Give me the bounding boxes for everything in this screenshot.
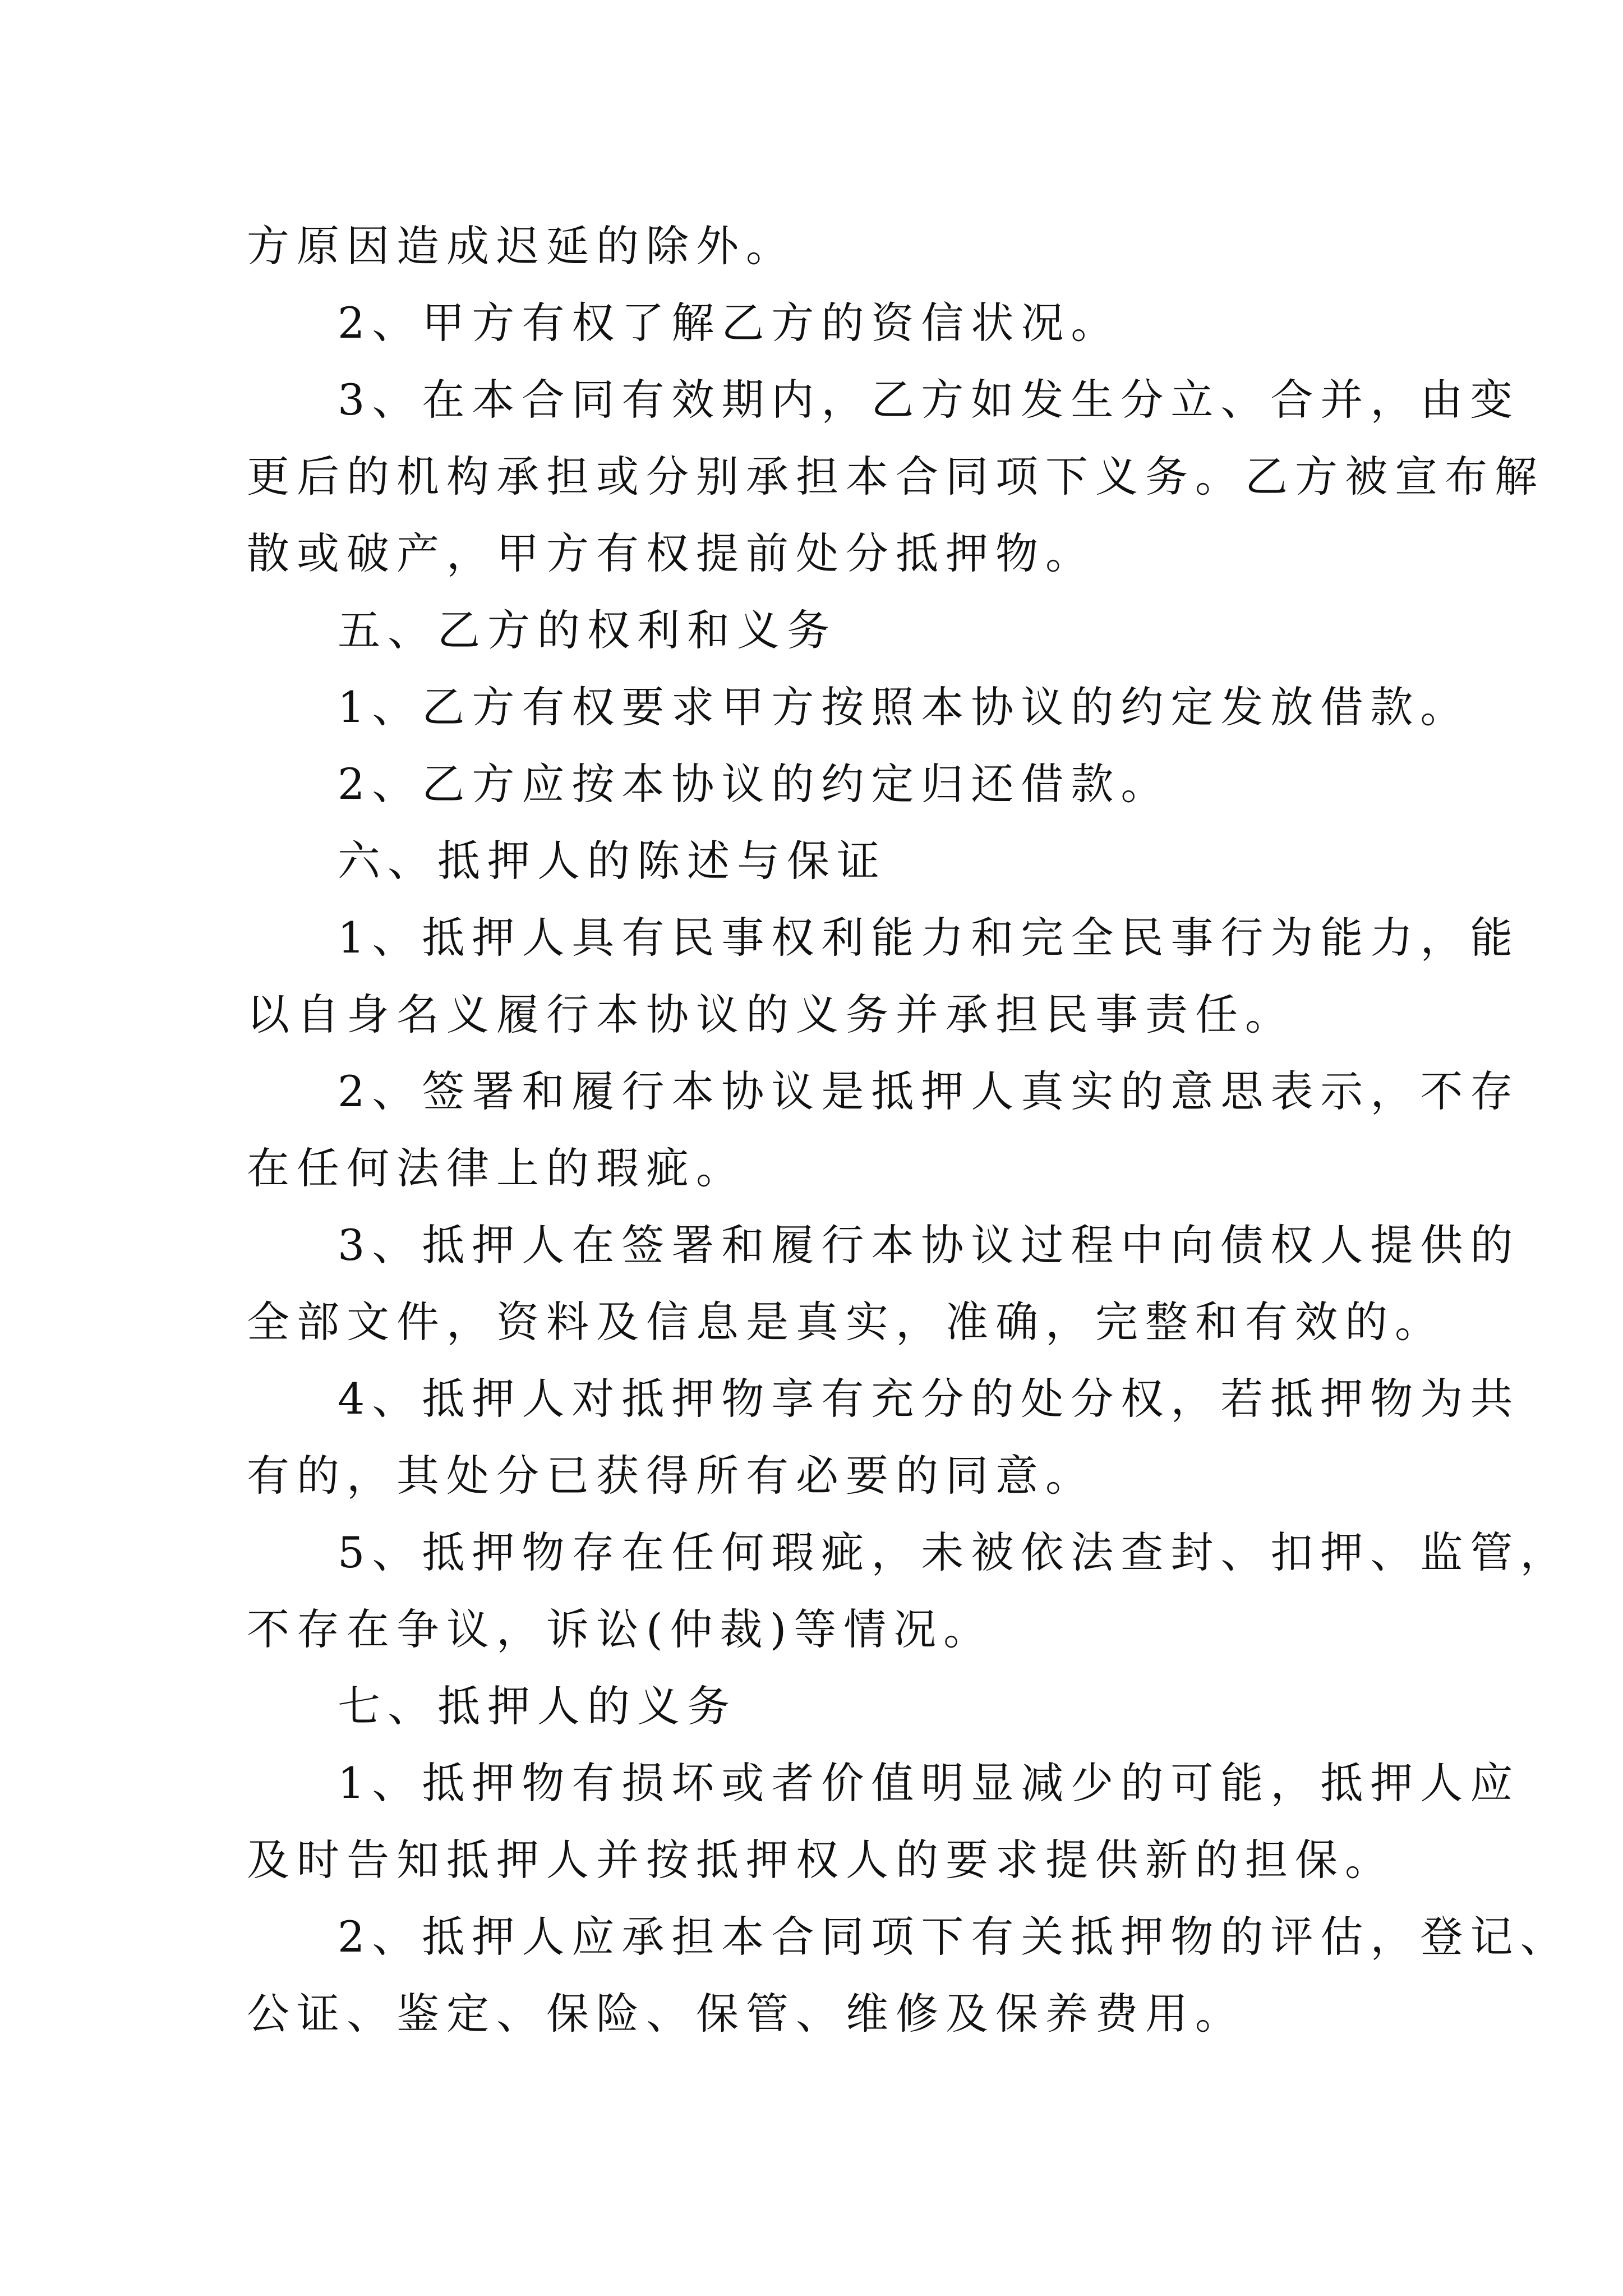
- clause-paragraph: 1、乙方有权要求甲方按照本协议的约定发放借款。: [338, 682, 1470, 732]
- text-line: 以自身名义履行本协议的义务并承担民事责任。: [247, 990, 1295, 1039]
- text-line: 有的，其处分已获得所有必要的同意。: [247, 1451, 1095, 1501]
- text-line: 公证、鉴定、保险、保管、维修及保养费用。: [247, 1989, 1245, 2039]
- text-line: 在任何法律上的瑕疵。: [247, 1143, 746, 1193]
- text-line: 不存在争议，诉讼(仲裁)等情况。: [247, 1604, 994, 1654]
- clause-paragraph: 2、甲方有权了解乙方的资信状况。: [338, 298, 1121, 348]
- section-heading: 五、乙方的权利和义务: [338, 605, 837, 655]
- clause-paragraph: 1、抵押物有损坏或者价值明显减少的可能，抵押人应: [338, 1758, 1520, 1808]
- section-heading: 六、抵押人的陈述与保证: [338, 836, 887, 886]
- clause-paragraph: 2、乙方应按本协议的约定归还借款。: [338, 759, 1171, 809]
- text-line: 更后的机构承担或分别承担本合同项下义务。乙方被宣布解: [247, 452, 1544, 501]
- text-line: 及时告知抵押人并按抵押权人的要求提供新的担保。: [247, 1835, 1395, 1885]
- clause-paragraph: 5、抵押物存在任何瑕疵，未被依法查封、扣押、监管，: [338, 1527, 1570, 1577]
- clause-paragraph: 1、抵押人具有民事权利能力和完全民事行为能力，能: [338, 913, 1520, 963]
- clause-paragraph: 3、在本合同有效期内，乙方如发生分立、合并，由变: [338, 375, 1520, 425]
- clause-paragraph: 2、签署和履行本协议是抵押人真实的意思表示，不存: [338, 1066, 1520, 1116]
- clause-paragraph: 4、抵押人对抵押物享有充分的处分权，若抵押物为共: [338, 1374, 1520, 1424]
- section-heading: 七、抵押人的义务: [338, 1681, 737, 1731]
- clause-paragraph: 2、抵押人应承担本合同项下有关抵押物的评估，登记、: [338, 1912, 1570, 1962]
- clause-paragraph: 3、抵押人在签署和履行本协议过程中向债权人提供的: [338, 1220, 1520, 1270]
- document-body: [247, 208, 1570, 2052]
- text-line: 散或破产，甲方有权提前处分抵押物。: [247, 528, 1095, 578]
- text-line: 方原因造成迟延的除外。: [247, 221, 796, 271]
- text-line: 全部文件，资料及信息是真实，准确，完整和有效的。: [247, 1297, 1445, 1347]
